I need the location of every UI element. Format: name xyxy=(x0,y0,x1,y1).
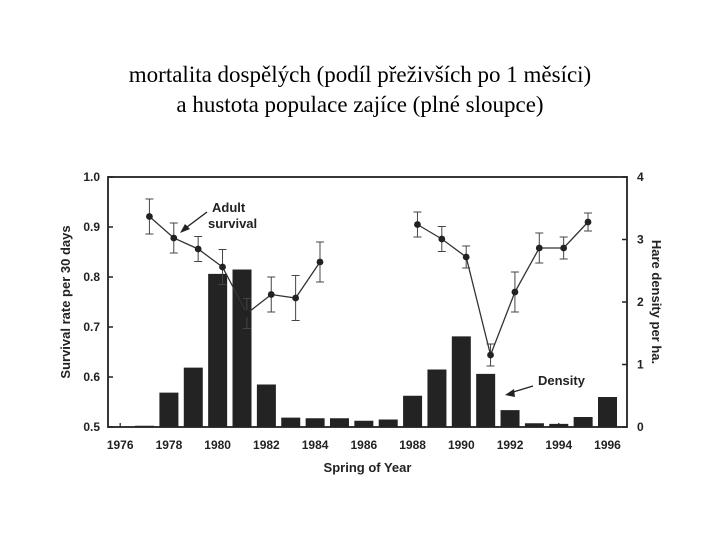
density-bar xyxy=(452,336,471,427)
density-bar xyxy=(501,410,520,427)
y-right-tick-label: 4 xyxy=(637,170,644,184)
survival-point xyxy=(560,245,567,252)
survival-point xyxy=(463,254,470,261)
slide-title-line-2: a hustota populace zajíce (plné sloupce) xyxy=(176,92,544,117)
survival-point xyxy=(195,246,202,253)
survival-point xyxy=(243,310,250,317)
x-tick-label: 1990 xyxy=(447,438,475,452)
density-bar xyxy=(233,270,252,428)
survival-point xyxy=(219,264,226,271)
annotation-arrow-head xyxy=(505,389,515,397)
density-bar xyxy=(306,418,325,427)
survival-point xyxy=(268,291,275,298)
x-tick-label: 1988 xyxy=(399,438,426,452)
y-left-tick-label: 0.8 xyxy=(83,270,100,284)
x-tick-label: 1994 xyxy=(545,438,573,452)
slide-title-line-1: mortalita dospělých (podíl přeživších po 1 měsíci) xyxy=(128,62,592,87)
density-bar xyxy=(574,417,593,427)
survival-point xyxy=(438,236,445,243)
density-bar xyxy=(379,420,398,428)
density-bar xyxy=(135,426,154,427)
x-tick-label: 1978 xyxy=(155,438,183,452)
y-left-axis-title: Survival rate per 30 days xyxy=(58,225,73,379)
density-bar xyxy=(476,374,495,427)
survival-point xyxy=(317,259,324,266)
x-tick-label: 1984 xyxy=(301,438,329,452)
density-bar xyxy=(184,368,203,427)
survival-point xyxy=(170,235,177,242)
density-bar xyxy=(403,396,422,427)
survival-point xyxy=(414,221,421,228)
y-right-tick-label: 3 xyxy=(637,232,644,247)
y-left-tick-label: 0.5 xyxy=(83,420,100,434)
density-bar xyxy=(330,418,349,427)
y-right-axis-title: Hare density per ha. xyxy=(649,239,664,365)
annotation-density: Density xyxy=(538,373,585,388)
survival-point xyxy=(487,352,494,359)
y-left-tick-label: 0.6 xyxy=(83,370,100,384)
survival-point xyxy=(536,245,543,252)
y-left-tick-label: 0.7 xyxy=(83,320,100,334)
density-bar xyxy=(354,421,373,427)
y-left-tick-label: 1.0 xyxy=(83,170,100,184)
survival-point xyxy=(512,289,519,296)
survival-point xyxy=(292,295,299,302)
x-tick-label: 1980 xyxy=(204,438,231,452)
density-bar xyxy=(208,274,227,427)
density-bar xyxy=(427,370,446,428)
density-bar xyxy=(257,385,276,428)
annotation-adult-survival: Adult xyxy=(212,200,246,215)
y-right-tick-label: 2 xyxy=(637,295,644,309)
x-tick-label: 1996 xyxy=(594,438,621,452)
y-right-tick-label: 0 xyxy=(637,420,644,434)
survival-point xyxy=(146,213,153,220)
survival-point xyxy=(585,219,592,226)
annotation-adult-survival: survival xyxy=(208,216,258,231)
density-bar xyxy=(598,397,617,427)
x-tick-label: 1976 xyxy=(106,438,134,452)
density-bar xyxy=(549,424,568,427)
density-bar xyxy=(525,423,544,427)
y-left-tick-label: 0.9 xyxy=(83,220,100,234)
x-tick-label: 1982 xyxy=(253,438,280,452)
x-tick-label: 1992 xyxy=(496,438,524,452)
density-bar xyxy=(281,418,300,427)
x-tick-label: 1986 xyxy=(350,438,378,452)
y-right-tick-label: 1 xyxy=(637,357,644,372)
x-axis-title: Spring of Year xyxy=(323,460,412,475)
density-bar xyxy=(159,393,178,427)
